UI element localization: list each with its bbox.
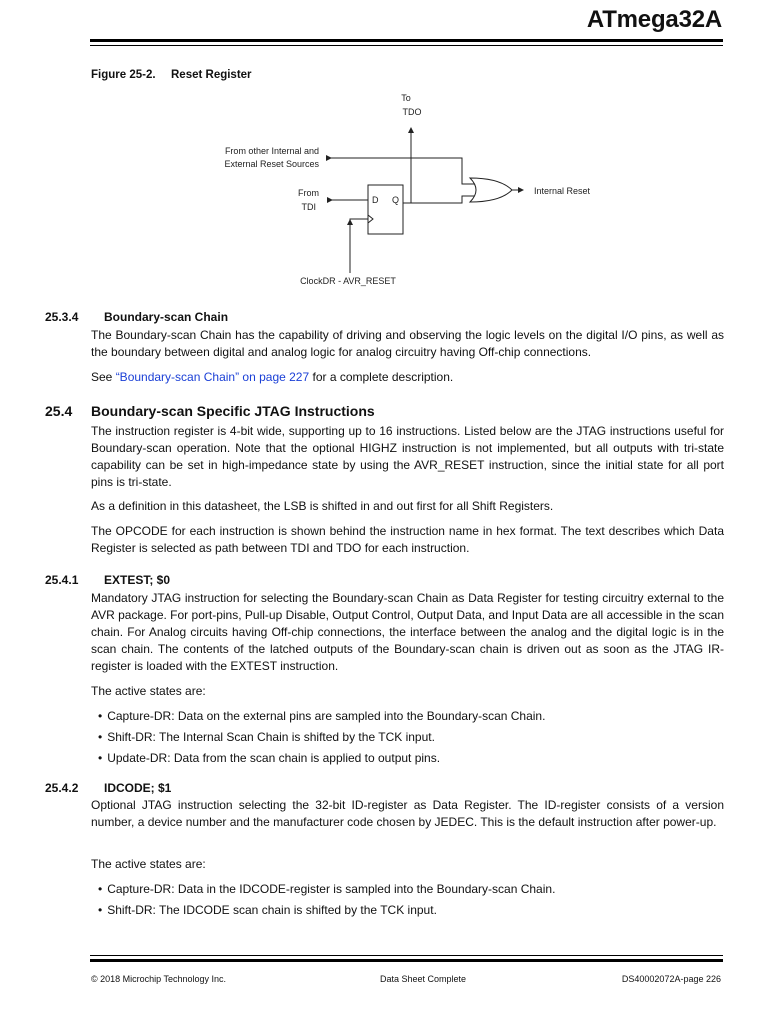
instruction-register-text: The instruction register is 4-bit wide, supporting up to 16 instructions. Listed below are the JTAG instructions useful for Boundary-scan operation. Note that the optional HIGHZ instruction is not implemented, but all outputs with tri-state capability can be set in high-impedance state by using the AVR_RESET instruction, since the initial state for all port pins is tri-state. — [91, 424, 724, 489]
reset-register-diagram — [200, 88, 620, 294]
list-item: • Capture-DR: Data in the IDCODE-register is sampled into the Boundary-scan Chain. — [98, 881, 724, 902]
footer-rule — [90, 959, 723, 962]
label-tdo: TDO — [402, 107, 422, 117]
label-clock: ClockDR - AVR_RESET — [300, 276, 396, 286]
extest-bullet-list — [98, 708, 724, 771]
footer-page-number: DS40002072A-page 226 — [621, 974, 721, 984]
figure-caption — [91, 69, 252, 81]
label-tdi: TDI — [301, 202, 316, 212]
section-number: 25.4.2 — [45, 781, 79, 795]
label-from: From — [298, 188, 319, 198]
list-item: • Capture-DR: Data on the external pins are sampled into the Boundary-scan Chain. — [98, 708, 724, 729]
header-rule — [90, 39, 723, 42]
see-prefix: See — [91, 370, 116, 384]
lsb-definition-text: As a definition in this datasheet, the LSB is shifted in and out first for all Shift Registers. — [91, 499, 554, 513]
flip-flop-box — [368, 185, 403, 234]
label-from-other-2: External Reset Sources — [224, 159, 319, 169]
idcode-active-states: The active states are: — [91, 857, 206, 871]
idcode-bullet-list — [98, 881, 724, 923]
footer-rule-thin — [90, 955, 723, 956]
list-item: • Shift-DR: The Internal Scan Chain is shifted by the TCK input. — [98, 729, 724, 750]
section-number: 25.4 — [45, 403, 73, 419]
q-output-line — [403, 196, 475, 203]
boundary-scan-chain-text: The Boundary-scan Chain has the capability of driving and observing the logic levels on the digital I/O pins, as well as the boundary between digital and analog logic for analog circuitry having Off-chip connections. — [91, 328, 724, 359]
section-number: 25.3.4 — [45, 310, 79, 324]
clock-line — [350, 219, 368, 273]
section-title: Boundary-scan Chain — [104, 310, 229, 324]
document-title: ATmega32A — [586, 6, 722, 33]
extest-text: Mandatory JTAG instruction for selecting the Boundary-scan Chain as Data Register for testing circuitry external to the AVR package. For port-pins, Pull-up Disable, Output Control, Output Data, and Input Data are all accessible in the scan chain. For Analog circuits having Off-chip connections, the interface between the analog and the digital logic is in the scan chain. The contents of the latched outputs of the Boundary-scan chain is driven out as soon as the JTAG IR-register is loaded with the EXTEST instruction. — [91, 591, 724, 673]
section-number: 25.4.1 — [45, 573, 79, 587]
section-title: EXTEST; $0 — [104, 573, 171, 587]
other-sources-line — [330, 158, 475, 184]
see-suffix: for a complete description. — [309, 370, 454, 384]
list-item: • Update-DR: Data from the scan chain is applied to output pins. — [98, 750, 724, 771]
label-d: D — [372, 195, 379, 205]
boundary-scan-see-also — [91, 369, 724, 386]
footer-copyright: © 2018 Microchip Technology Inc. — [91, 974, 227, 984]
extest-active-states: The active states are: — [91, 684, 206, 698]
label-to: To — [401, 93, 411, 103]
label-internal-reset: Internal Reset — [534, 186, 591, 196]
figure-title: Reset Register — [171, 69, 252, 81]
figure-number: Figure 25-2. — [91, 69, 156, 81]
section-title: Boundary-scan Specific JTAG Instructions — [91, 403, 375, 419]
idcode-text: Optional JTAG instruction selecting the 32-bit ID-register as Data Register. The ID-register consists of a version number, a device number and the manufacturer code chosen by JEDEC. This is the default instruction after power-up. — [91, 798, 724, 829]
boundary-scan-chain-link[interactable]: “Boundary-scan Chain” on page 227 — [115, 370, 310, 384]
or-gate — [470, 178, 512, 202]
label-from-other-1: From other Internal and — [224, 146, 319, 156]
list-item: • Shift-DR: The IDCODE scan chain is shifted by the TCK input. — [98, 902, 724, 923]
opcode-text: The OPCODE for each instruction is shown behind the instruction name in hex format. The text describes which Data Register is selected as path between TDI and TDO for each instruction. — [91, 524, 724, 555]
label-q: Q — [392, 195, 400, 205]
section-title: IDCODE; $1 — [104, 781, 172, 795]
footer-doc-type: Data Sheet Complete — [380, 974, 467, 984]
header-rule-thin — [90, 45, 723, 46]
